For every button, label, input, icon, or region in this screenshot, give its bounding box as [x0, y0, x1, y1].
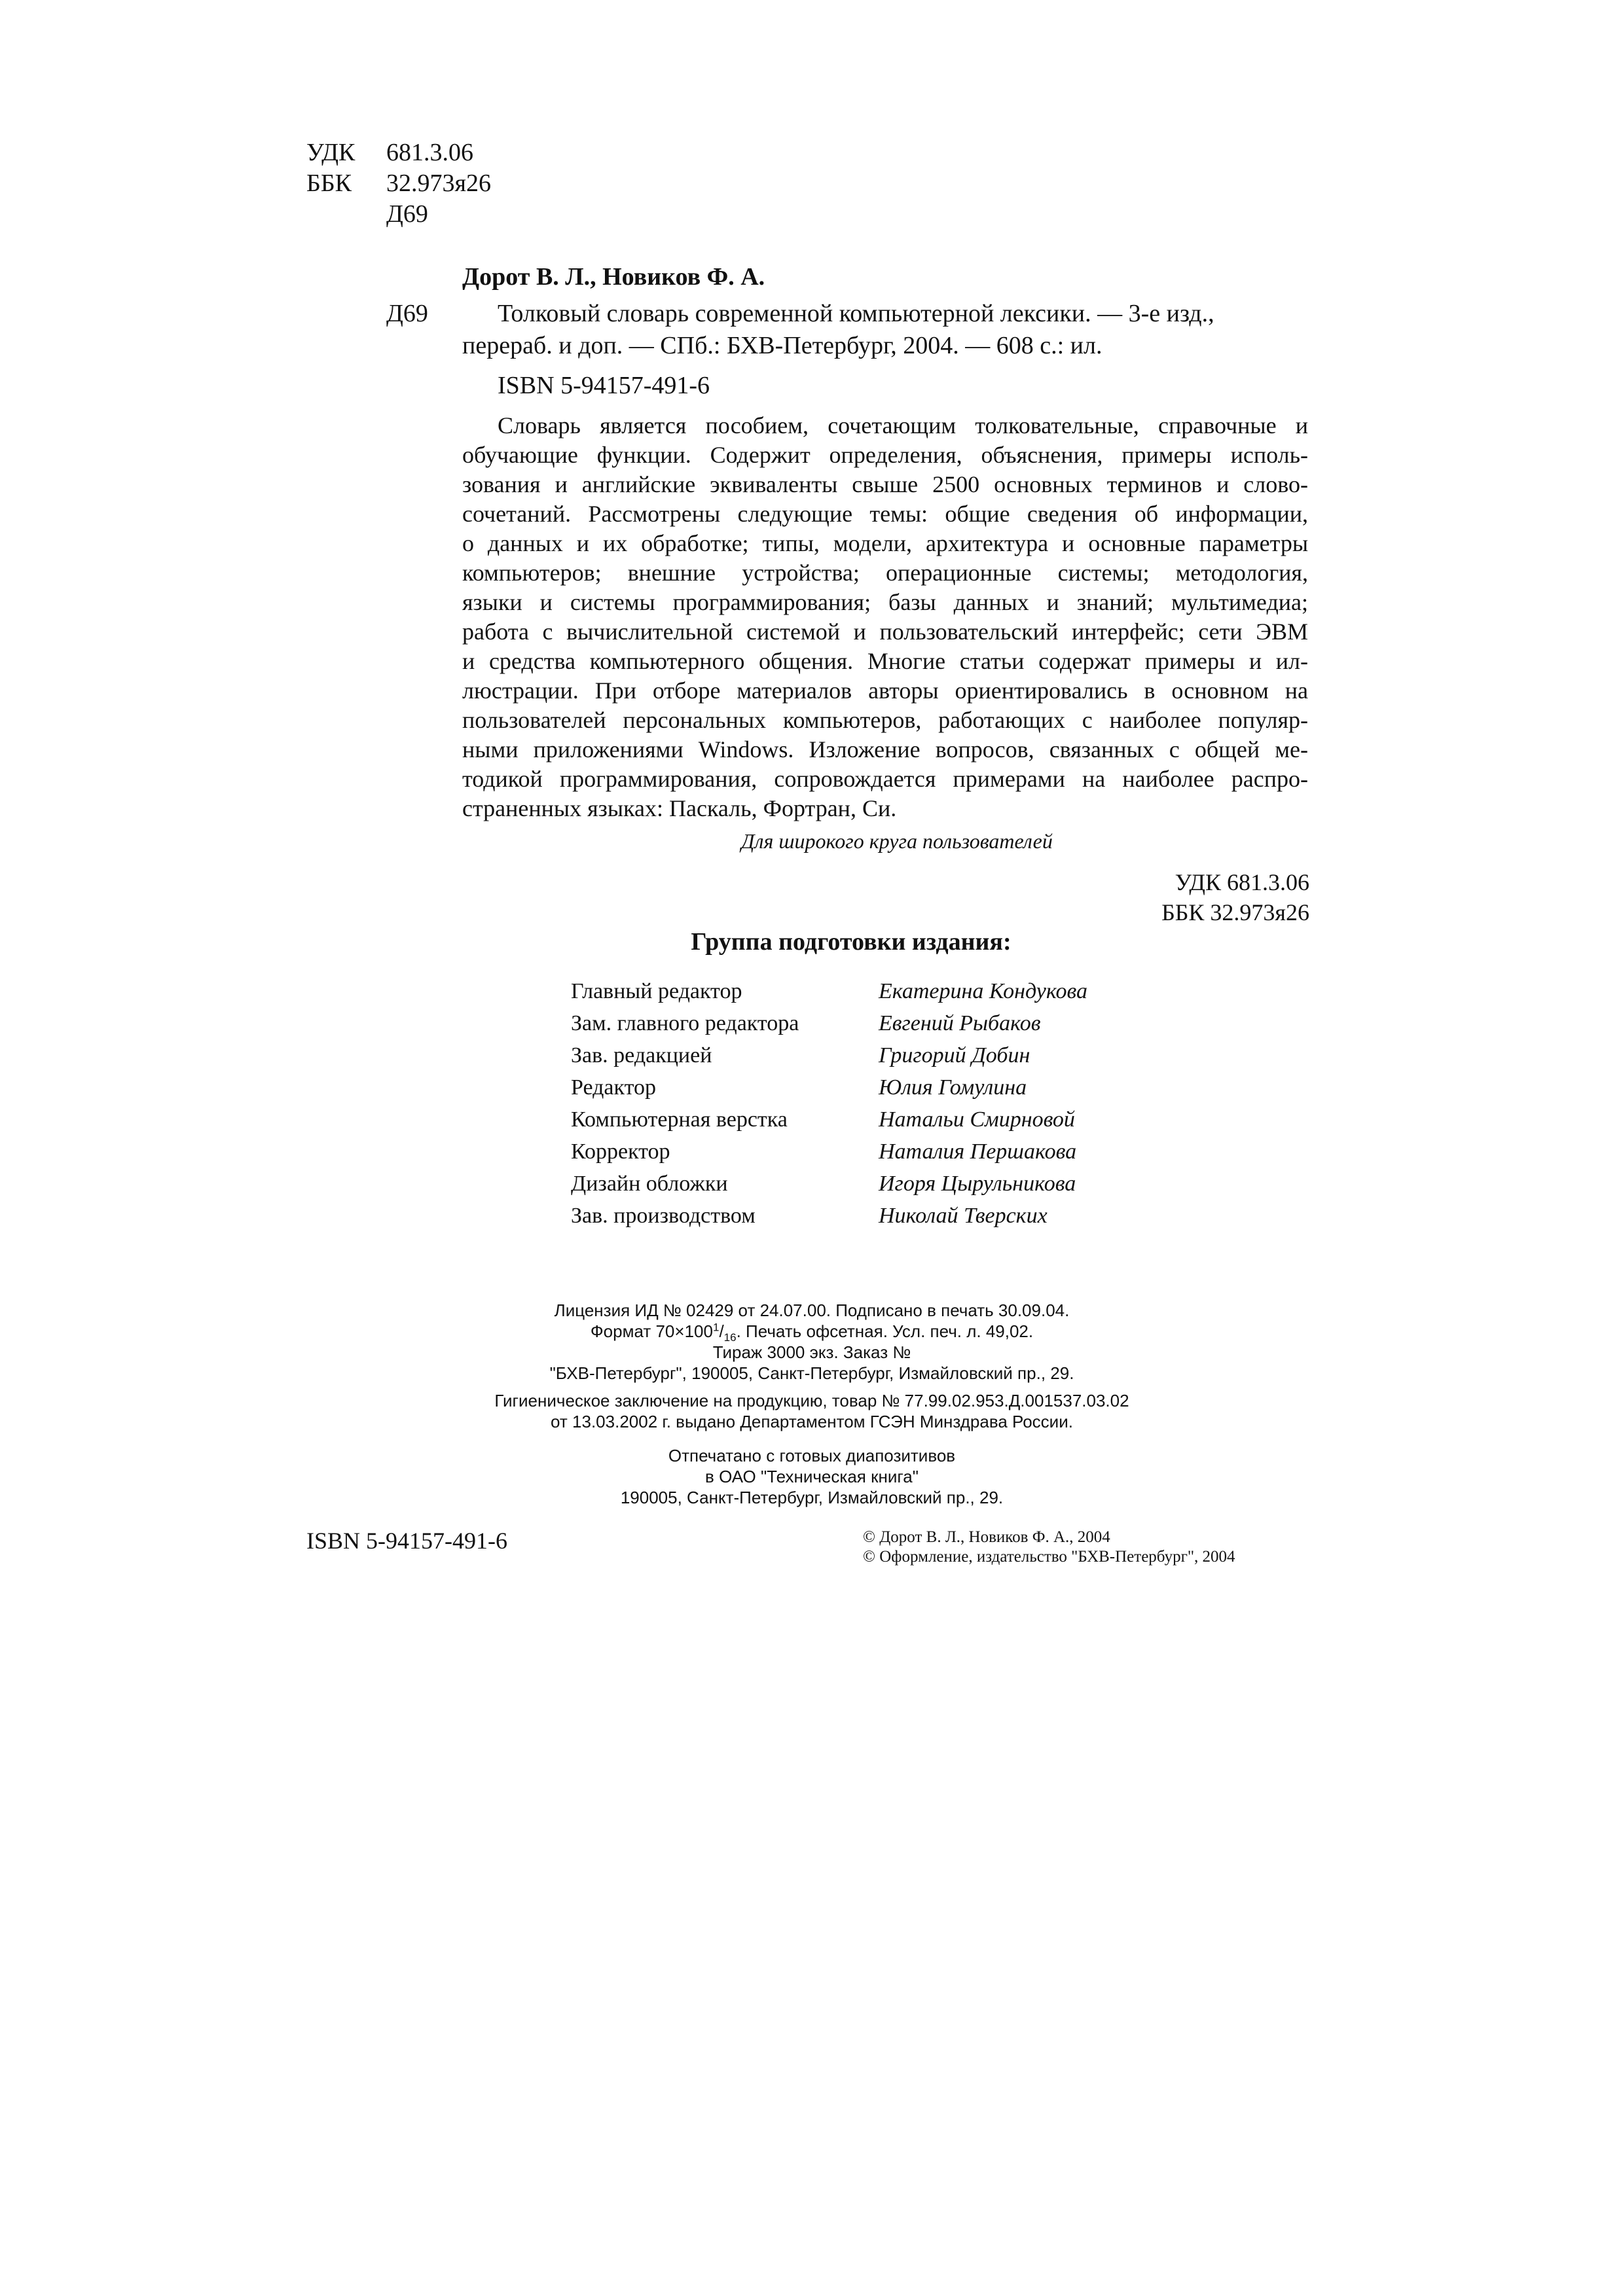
team-row [571, 1039, 1160, 1071]
format-denominator: 16 [723, 1331, 737, 1344]
printer-line-2: в ОАО "Техническая книга" [705, 1467, 919, 1486]
team-name: Юлия Гомулина [879, 1075, 1027, 1100]
team-row [571, 975, 1160, 1007]
abstract-line: люстрации. При отборе материалов авторы ориентировались в основном на [462, 677, 1308, 704]
description-line-2: перераб. и доп. — СПб.: БХВ-Петербург, 2004. — 608 с.: ил. [462, 332, 1103, 359]
publisher-line: "БХВ-Петербург", 190005, Санкт-Петербург, Измайловский пр., 29. [549, 1363, 1074, 1383]
abstract-line: и средства компьютерного общения. Многие статьи содержат примеры и ил- [462, 648, 1308, 674]
authors: Дорот В. Л., Новиков Ф. А. [462, 263, 765, 291]
team-role: Дизайн обложки [571, 1172, 728, 1196]
team-role: Главный редактор [571, 979, 742, 1003]
hygiene-line-1: Гигиеническое заключение на продукцию, товар № 77.99.02.953.Д.001537.03.02 [494, 1391, 1129, 1410]
abstract-line: тодикой программирования, сопровождается примерами на наиболее распро- [462, 766, 1308, 792]
author-mark: Д69 [386, 200, 428, 228]
abstract-line: о данных и их обработке; типы, модели, архитектура и основные параметры [462, 530, 1308, 556]
bbk-right: ББК 32.973я26 [1161, 899, 1309, 925]
abstract-line: зования и английские эквиваленты свыше 2500 основных терминов и слово- [462, 471, 1308, 497]
team-name: Натальи Смирновой [879, 1107, 1075, 1132]
team-name: Екатерина Кондукова [879, 979, 1087, 1003]
team-row [571, 1071, 1160, 1103]
team-name: Игоря Цырульникова [879, 1172, 1076, 1196]
team-row [571, 1136, 1160, 1168]
team-row [571, 1200, 1160, 1232]
copyright-line-2: © Оформление, издательство "БХВ-Петербург", 2004 [863, 1548, 1235, 1566]
book-mark: Д69 [386, 300, 428, 327]
team-name: Наталия Першакова [879, 1139, 1077, 1164]
abstract-line: ными приложениями Windows. Изложение вопросов, связанных с общей ме- [462, 736, 1308, 762]
udk-value: 681.3.06 [386, 139, 473, 166]
description-line-1: Толковый словарь современной компьютерной лексики. — 3-е изд., [498, 300, 1214, 327]
format-prefix: Формат 70×100 [590, 1321, 713, 1341]
team-table [571, 975, 1160, 1232]
abstract-line: страненных языках: Паскаль, Фортран, Си. [462, 795, 897, 821]
team-row [571, 1007, 1160, 1039]
abstract [462, 411, 1308, 823]
team-role: Компьютерная верстка [571, 1107, 788, 1132]
team-role: Зав. производством [571, 1204, 756, 1228]
imprint-block-3 [380, 1445, 1244, 1508]
imprint-block-2 [380, 1390, 1244, 1432]
abstract-line: Словарь является пособием, сочетающим толковательные, справочные и [498, 412, 1308, 439]
print-run-line: Тираж 3000 экз. Заказ № [712, 1342, 911, 1362]
team-row [571, 1168, 1160, 1200]
bbk-label: ББК [306, 170, 352, 197]
printer-line-3: 190005, Санкт-Петербург, Измайловский пр., 29. [620, 1488, 1004, 1507]
license-line: Лицензия ИД № 02429 от 24.07.00. Подписано в печать 30.09.04. [554, 1300, 1070, 1320]
audience: Для широкого круга пользователей [741, 829, 1053, 853]
team-name: Николай Тверских [879, 1204, 1048, 1228]
team-name: Григорий Добин [879, 1043, 1030, 1067]
abstract-line: компьютеров; внешние устройства; операционные системы; методология, [462, 560, 1308, 586]
abstract-line: работа с вычислительной системой и пользовательский интерфейс; сети ЭВМ [462, 619, 1308, 645]
imprint-block-1 [380, 1300, 1244, 1384]
copyright-line-1: © Дорот В. Л., Новиков Ф. А., 2004 [863, 1528, 1110, 1546]
format-line: Формат $70\times 100^1/_{16}$. Печать офсетная. Усл. печ. л. 49,02. [590, 1321, 1034, 1344]
udk-label: УДК [306, 139, 356, 166]
isbn: ISBN 5-94157-491-6 [498, 372, 710, 399]
abstract-line: языки и системы программирования; базы данных и знаний; мультимедиа; [462, 589, 1308, 615]
abstract-line: пользователей персональных компьютеров, работающих с наиболее популяр- [462, 707, 1308, 733]
abstract-line: обучающие функции. Содержит определения, объяснения, примеры исполь- [462, 442, 1308, 468]
team-row [571, 1103, 1160, 1136]
printer-line-1: Отпечатано с готовых диапозитивов [668, 1446, 956, 1465]
team-role: Зам. главного редактора [571, 1011, 799, 1035]
team-role: Зав. редакцией [571, 1043, 712, 1067]
udk-right: УДК 681.3.06 [1175, 869, 1309, 895]
bbk-value: 32.973я26 [386, 170, 491, 197]
team-title: Группа подготовки издания: [691, 928, 1012, 956]
team-role: Редактор [571, 1075, 656, 1100]
team-name: Евгений Рыбаков [879, 1011, 1041, 1035]
format-numerator: 1 [712, 1321, 720, 1334]
abstract-line: сочетаний. Рассмотрены следующие темы: общие сведения об информации, [462, 501, 1308, 527]
team-role: Корректор [571, 1139, 670, 1164]
hygiene-line-2: от 13.03.2002 г. выдано Департаментом ГСЭН Минздрава России. [551, 1412, 1073, 1431]
footer-isbn: ISBN 5-94157-491-6 [306, 1528, 507, 1554]
format-suffix: . Печать офсетная. Усл. печ. л. 49,02. [736, 1321, 1034, 1341]
